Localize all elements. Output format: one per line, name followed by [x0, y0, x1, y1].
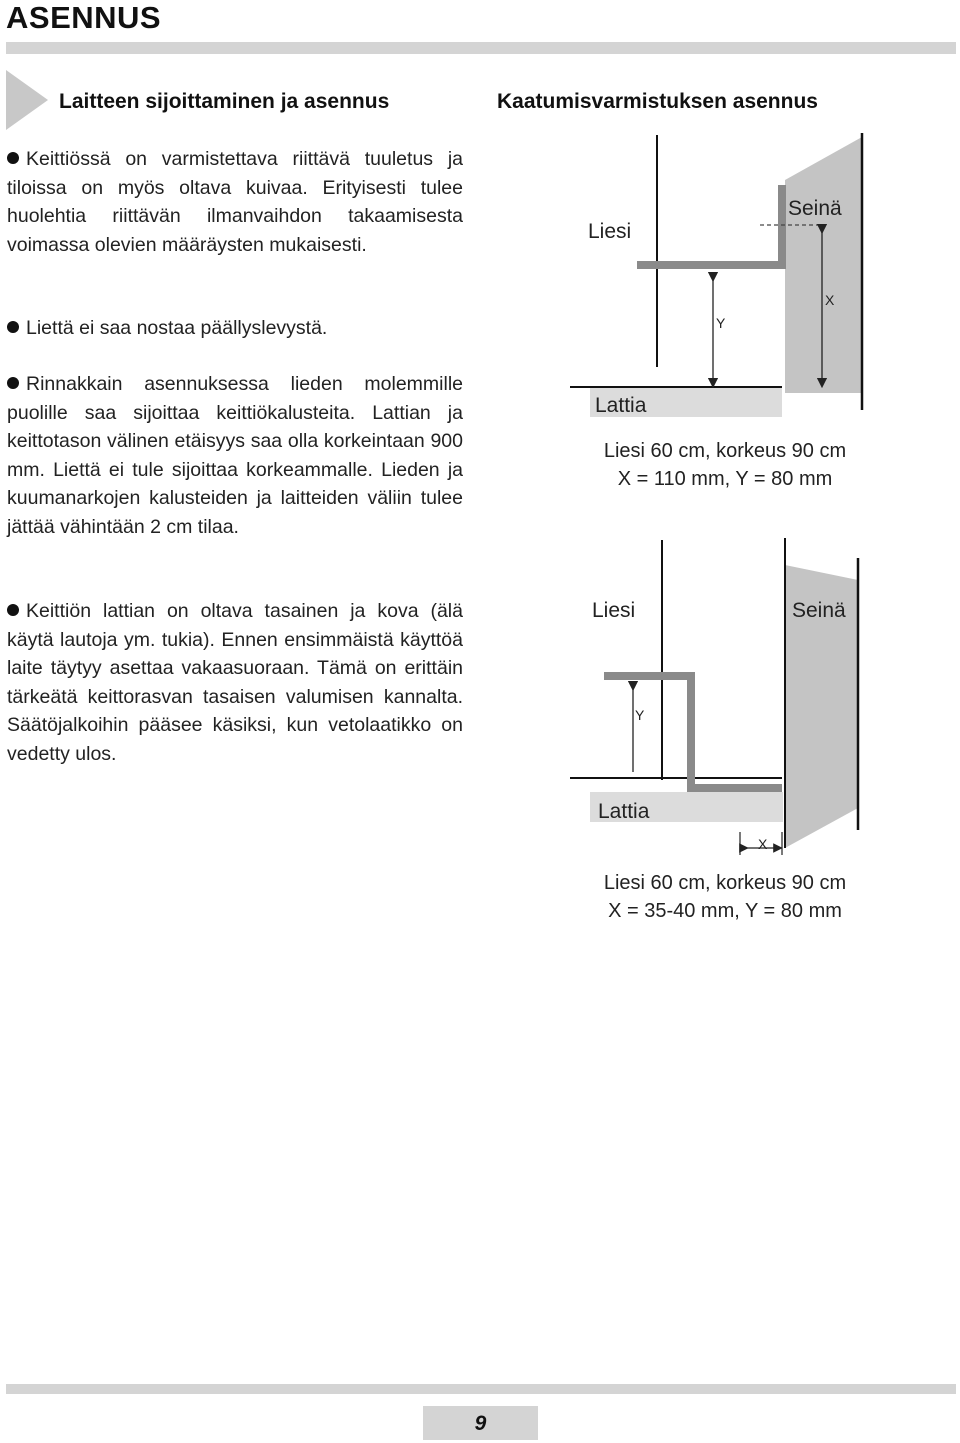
bullet-icon: [7, 152, 19, 164]
label-y: Y: [635, 707, 645, 723]
caption-line: X = 35-40 mm, Y = 80 mm: [608, 900, 842, 922]
diagram-1-caption: [570, 437, 880, 493]
label-x: X: [758, 836, 768, 852]
anti-tip-diagram-2: [560, 530, 880, 860]
bottom-rule: [6, 1384, 956, 1394]
label-y: Y: [716, 315, 726, 331]
caption-line: X = 110 mm, Y = 80 mm: [617, 468, 833, 490]
anti-tip-diagram-1: [560, 125, 880, 440]
wall-shape: [785, 137, 862, 393]
paragraph-text: Rinnakkain asennuksessa lieden molemmille puolille saa sijoittaa keittiökalusteita. Lattian ja keittotason välinen etäisyys saa olla korkeintaan 900 mm. Liettä ei tule sijoittaa korkeammalle. Lieden ja kuumanarkojen kalusteiden ja laitteiden väliin tulee jättää vähintään 2 cm tilaa.: [7, 373, 463, 538]
label-stove: Liesi: [592, 599, 636, 622]
paragraph-text: Keittiön lattian on oltava tasainen ja kova (älä käytä lautoja ym. tukia). Ennen ensimmäistä käyttöä laite täytyy asettaa vakaasuoraan. Tämä on erittäin tärkeätä keittorasvan tasaisen valumisen kannalta. Säätöjalkoihin pääsee käsiksi, kun vetolaatikko on vedetty ulos.: [7, 600, 463, 765]
paragraph-text: Liettä ei saa nostaa päällyslevystä.: [26, 317, 328, 339]
title-rule: [6, 42, 956, 54]
label-floor: Lattia: [595, 394, 647, 417]
paragraph-lifting: [7, 314, 463, 343]
label-x: X: [825, 292, 835, 308]
anti-tip-bracket: [604, 676, 782, 788]
right-section-heading: Kaatumisvarmistuksen asennus: [497, 90, 818, 113]
label-floor: Lattia: [598, 800, 650, 823]
bullet-icon: [7, 377, 19, 389]
caption-line: Liesi 60 cm, korkeus 90 cm: [603, 872, 847, 894]
page-title: ASENNUS: [6, 0, 162, 35]
section-arrow-icon: [6, 70, 48, 130]
paragraph-floor: [7, 597, 463, 768]
bullet-icon: [7, 604, 19, 616]
diagram-2-caption: [570, 869, 880, 925]
page-number: 9: [423, 1406, 538, 1440]
label-wall: Seinä: [788, 197, 842, 220]
bullet-icon: [7, 321, 19, 333]
paragraph-ventilation: [7, 145, 463, 259]
left-section-heading: Laitteen sijoittaminen ja asennus: [59, 90, 390, 113]
paragraph-text: Keittiössä on varmistettava riittävä tuuletus ja tiloissa on myös oltava kuivaa. Erityisesti tulee huolehtia riittävän ilmanvaihdon takaamisesta voimassa olevien määräysten mukaisesti.: [7, 148, 463, 256]
paragraph-side-by-side: [7, 370, 463, 541]
label-wall: Seinä: [792, 599, 846, 622]
label-stove: Liesi: [588, 220, 632, 243]
caption-line: Liesi 60 cm, korkeus 90 cm: [603, 440, 847, 462]
